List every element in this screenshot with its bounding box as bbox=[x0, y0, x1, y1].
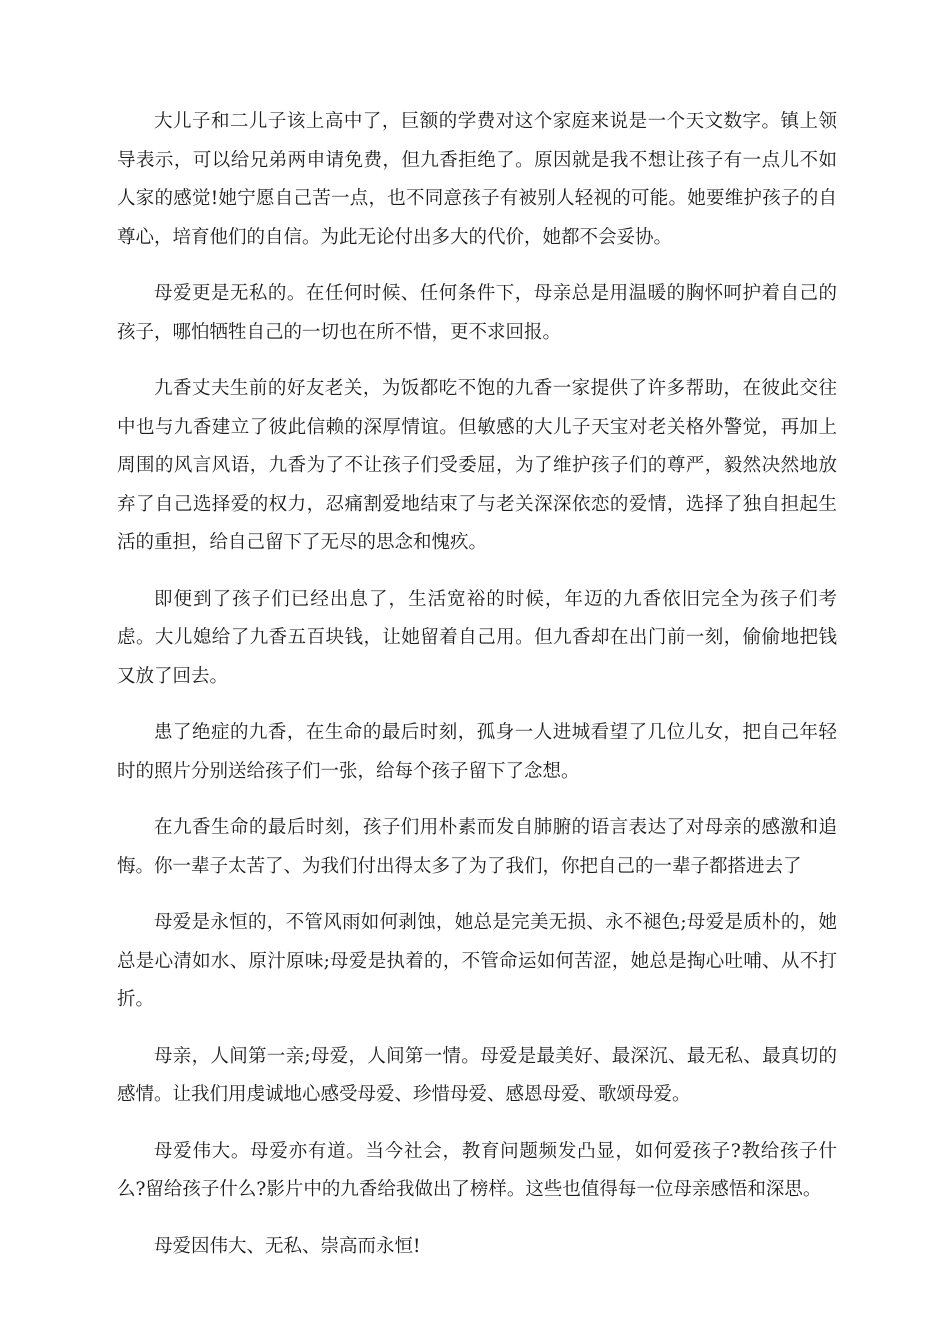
document-body bbox=[117, 103, 837, 1284]
paragraph-8: 母亲，人间第一亲;母爱，人间第一情。母爱是最美好、最深沉、最无私、最真切的感情。让我们用虔诚地心感受母爱、珍惜母爱、感恩母爱、歌颂母爱。 bbox=[117, 1045, 837, 1105]
paragraph-3: 九香丈夫生前的好友老关，为饭都吃不饱的九香一家提供了许多帮助，在彼此交往中也与九香建立了彼此信赖的深厚情谊。但敏感的大儿子天宝对老关格外警觉，再加上周围的风言风语，九香为了不让孩子们受委屈，为了维护孩子们的尊严，毅然决然地放弃了自己选择爱的权力，忍痛割爱地结束了与老关深深依恋的爱情，选择了独自担起生活的重担，给自己留下了无尽的思念和愧疚。 bbox=[117, 378, 837, 553]
paragraph-1: 大儿子和二儿子该上高中了，巨额的学费对这个家庭来说是一个天文数字。镇上领导表示，可以给兄弟两申请免费，但九香拒绝了。原因就是我不想让孩子有一点儿不如人家的感觉!她宁愿自己苦一点，也不同意孩子有被别人轻视的可能。她要维护孩子的自尊心，培育他们的自信。为此无论付出多大的代价，她都不会妥协。 bbox=[117, 111, 837, 248]
paragraph-5: 患了绝症的九香，在生命的最后时刻，孤身一人进城看望了几位儿女，把自己年轻时的照片分别送给孩子们一张，给每个孩子留下了念想。 bbox=[117, 722, 837, 782]
paragraph-4: 即便到了孩子们已经出息了，生活宽裕的时候，年迈的九香依旧完全为孩子们考虑。大儿媳给了九香五百块钱，让她留着自己用。但九香却在出门前一刻，偷偷地把钱又放了回去。 bbox=[117, 588, 837, 687]
paragraph-6: 在九香生命的最后时刻，孩子们用朴素而发自肺腑的语言表达了对母亲的感激和追悔。你一辈子太苦了、为我们付出得太多了为了我们，你把自己的一辈子都搭进去了 bbox=[117, 817, 837, 877]
paragraph-9: 母爱伟大。母爱亦有道。当今社会，教育问题频发凸显，如何爱孩子?教给孩子什么?留给孩子什么?影片中的九香给我做出了榜样。这些也值得每一位母亲感悟和深思。 bbox=[117, 1140, 837, 1200]
paragraph-7: 母爱是永恒的，不管风雨如何剥蚀，她总是完美无损、永不褪色;母爱是质朴的，她总是心清如水、原汁原味;母爱是执着的，不管命运如何苦涩，她总是掏心吐哺、从不打折。 bbox=[117, 912, 837, 1010]
paragraph-2: 母爱更是无私的。在任何时候、任何条件下，母亲总是用温暖的胸怀呵护着自己的孩子，哪怕牺牲自己的一切也在所不惜，更不求回报。 bbox=[117, 283, 837, 343]
paragraph-10: 母爱因伟大、无私、崇高而永恒! bbox=[154, 1235, 421, 1257]
